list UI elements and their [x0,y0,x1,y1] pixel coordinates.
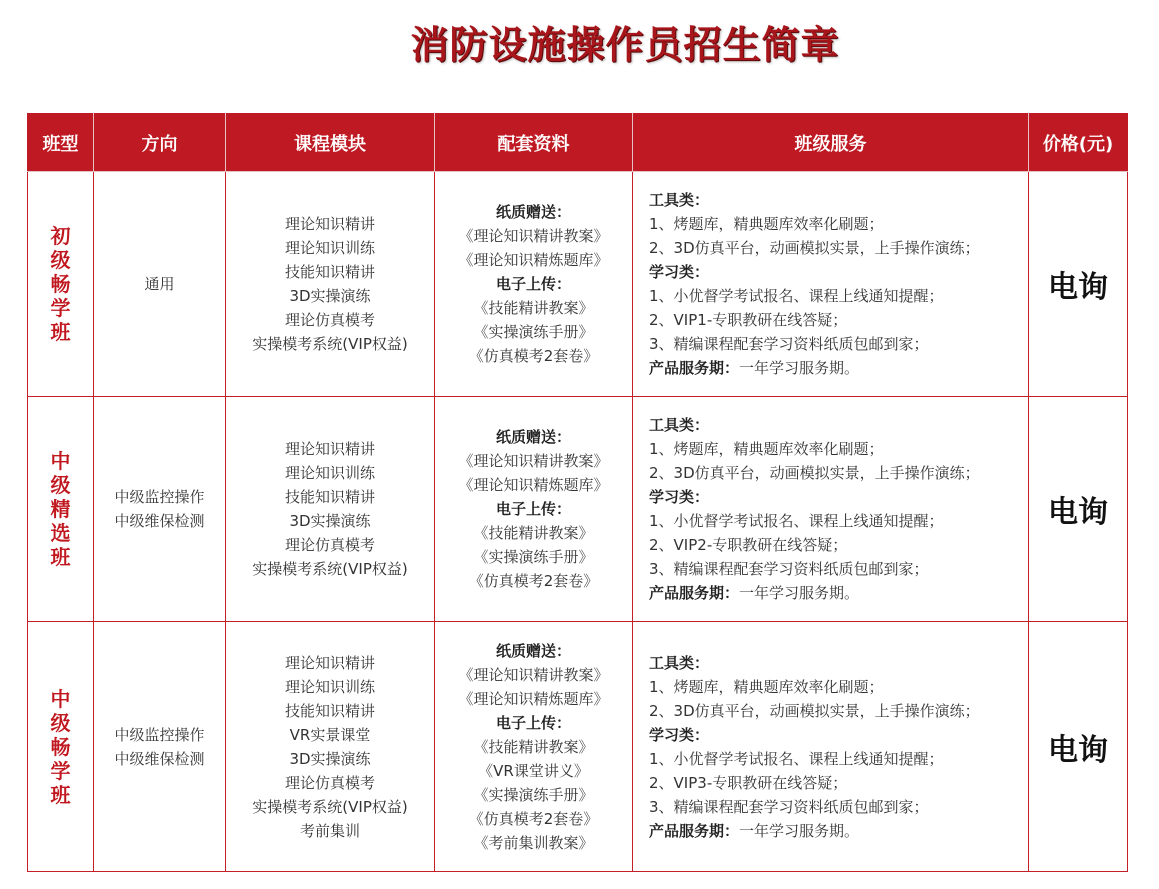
header-direction: 方向 [94,114,226,172]
service-item: 3、精编课程配套学习资料纸质包邮到家； [649,335,929,353]
materials-cell [435,172,633,397]
module-line: VR实景课堂 [289,725,371,744]
direction-line: 中级维保检测 [114,749,205,768]
price-cell: 电询 [1029,622,1128,872]
module-line: 技能知识精讲 [284,263,375,281]
module-line: 理论仿真模考 [284,311,375,329]
material-heading: 纸质赠送： [495,428,571,446]
service-heading: 工具类： [649,653,710,672]
material-item: 《仿真模考2套卷》 [468,572,599,590]
table-row [28,622,1128,872]
table-row [28,397,1128,622]
module-line: 考前集训 [299,821,360,840]
material-item: 《考前集训教案》 [473,833,594,852]
service-heading: 学习类： [649,488,710,506]
service-item: 2、VIP1-专职教研在线答疑； [649,311,848,329]
module-line: 实操模考系统(VIP权益) [252,560,408,578]
module-line: 3D实操演练 [289,749,371,768]
class-type-cell [28,622,94,872]
class-type-char: 选 [50,521,71,545]
module-line: 实操模考系统(VIP权益) [252,797,408,816]
material-heading: 纸质赠送： [495,203,571,221]
class-type-char: 级 [50,710,71,735]
material-heading: 纸质赠送： [495,641,571,660]
class-type-char: 班 [50,545,71,569]
service-item: 1、烤题库，精典题库效率化刷题； [649,440,884,458]
service-period-label: 产品服务期： [649,821,740,840]
module-line: 理论知识训练 [284,464,375,482]
direction-cell [94,172,226,397]
service-item: 2、VIP3-专职教研在线答疑； [649,773,848,792]
module-line: 技能知识精讲 [284,488,375,506]
class-services-cell [633,397,1029,622]
class-type-char: 班 [50,782,71,807]
header-materials: 配套资料 [435,114,633,172]
service-item: 3、精编课程配套学习资料纸质包邮到家； [649,797,929,816]
materials-cell [435,622,633,872]
material-item: 《仿真模考2套卷》 [468,809,599,828]
service-item: 1、烤题库，精典题库效率化刷题； [649,215,884,233]
header-row [28,114,1128,172]
class-type-cell [28,172,94,397]
course-modules-cell [226,622,435,872]
service-heading: 学习类： [649,263,710,281]
material-item: 《技能精讲教案》 [473,524,594,542]
class-type-char: 畅 [50,272,71,296]
service-period [649,356,1028,380]
class-type-char: 班 [50,320,71,344]
service-period-value: 一年学习服务期。 [739,359,860,377]
class-services-cell [633,622,1029,872]
service-item: 3、精编课程配套学习资料纸质包邮到家； [649,560,929,578]
service-period-value: 一年学习服务期。 [739,821,860,840]
module-line: 3D实操演练 [289,287,371,305]
service-period-value: 一年学习服务期。 [739,584,860,602]
material-item: 《理论知识精炼题库》 [458,251,609,269]
class-type-char: 级 [50,248,71,272]
material-item: 《仿真模考2套卷》 [468,347,599,365]
material-item: 《理论知识精炼题库》 [458,689,609,708]
header-class-services: 班级服务 [633,114,1029,172]
module-line: 理论知识训练 [284,677,375,696]
materials-cell [435,397,633,622]
class-type-char: 畅 [50,734,71,759]
course-table [27,113,1128,872]
course-modules-cell [226,172,435,397]
material-item: 《理论知识精炼题库》 [458,476,609,494]
direction-line: 中级监控操作 [114,488,205,506]
header-class-type: 班型 [28,114,94,172]
material-item: 《VR课堂讲义》 [478,761,589,780]
class-type-char: 中 [50,686,71,711]
class-type-char: 学 [50,758,71,783]
direction-cell [94,397,226,622]
module-line: 理论知识精讲 [284,440,375,458]
material-item: 《理论知识精讲教案》 [458,452,609,470]
material-heading: 电子上传： [495,275,571,293]
module-line: 理论知识训练 [284,239,375,257]
service-item: 1、小优督学考试报名、课程上线通知提醒； [649,749,944,768]
page-title: 消防设施操作员招生简章 [410,22,840,67]
header-course-modules: 课程模块 [226,114,435,172]
module-line: 理论仿真模考 [284,773,375,792]
module-line: 理论知识精讲 [284,215,375,233]
service-item: 1、小优督学考试报名、课程上线通知提醒； [649,287,944,305]
service-item: 2、3D仿真平台，动画模拟实景，上手操作演练； [649,464,980,482]
service-period-label: 产品服务期： [649,584,740,602]
module-line: 技能知识精讲 [284,701,375,720]
class-type-name [51,449,71,569]
service-period [649,819,1028,843]
service-item: 2、3D仿真平台，动画模拟实景，上手操作演练； [649,701,980,720]
price-cell: 电询 [1029,172,1128,397]
direction-line: 中级维保检测 [114,512,205,530]
material-item: 《实操演练手册》 [473,785,594,804]
module-line: 理论仿真模考 [284,536,375,554]
service-item: 2、VIP2-专职教研在线答疑； [649,536,848,554]
module-line: 实操模考系统(VIP权益) [252,335,408,353]
material-heading: 电子上传： [495,500,571,518]
service-item: 1、小优督学考试报名、课程上线通知提醒； [649,512,944,530]
module-line: 理论知识精讲 [284,653,375,672]
material-item: 《技能精讲教案》 [473,299,594,317]
material-heading: 电子上传： [495,713,571,732]
service-period-label: 产品服务期： [649,359,740,377]
service-heading: 工具类： [649,191,710,209]
direction-line: 通用 [144,275,175,293]
price-cell: 电询 [1029,397,1128,622]
direction-line: 中级监控操作 [114,725,205,744]
class-type-name [51,687,71,807]
material-item: 《理论知识精讲教案》 [458,665,609,684]
service-item: 2、3D仿真平台，动画模拟实景，上手操作演练； [649,239,980,257]
class-type-char: 精 [50,497,71,521]
table-row [28,172,1128,397]
material-item: 《理论知识精讲教案》 [458,227,609,245]
class-type-char: 学 [50,296,71,320]
service-item: 1、烤题库，精典题库效率化刷题； [649,677,884,696]
class-type-char: 中 [50,449,71,473]
class-type-cell [28,397,94,622]
service-heading: 学习类： [649,725,710,744]
material-item: 《实操演练手册》 [473,323,594,341]
material-item: 《实操演练手册》 [473,548,594,566]
course-modules-cell [226,397,435,622]
class-services-cell [633,172,1029,397]
class-type-char: 级 [50,473,71,497]
material-item: 《技能精讲教案》 [473,737,594,756]
module-line: 3D实操演练 [289,512,371,530]
header-price: 价格(元) [1029,114,1128,172]
service-period [649,581,1028,605]
class-type-char: 初 [50,224,71,248]
class-type-name [51,224,71,344]
direction-cell [94,622,226,872]
service-heading: 工具类： [649,416,710,434]
